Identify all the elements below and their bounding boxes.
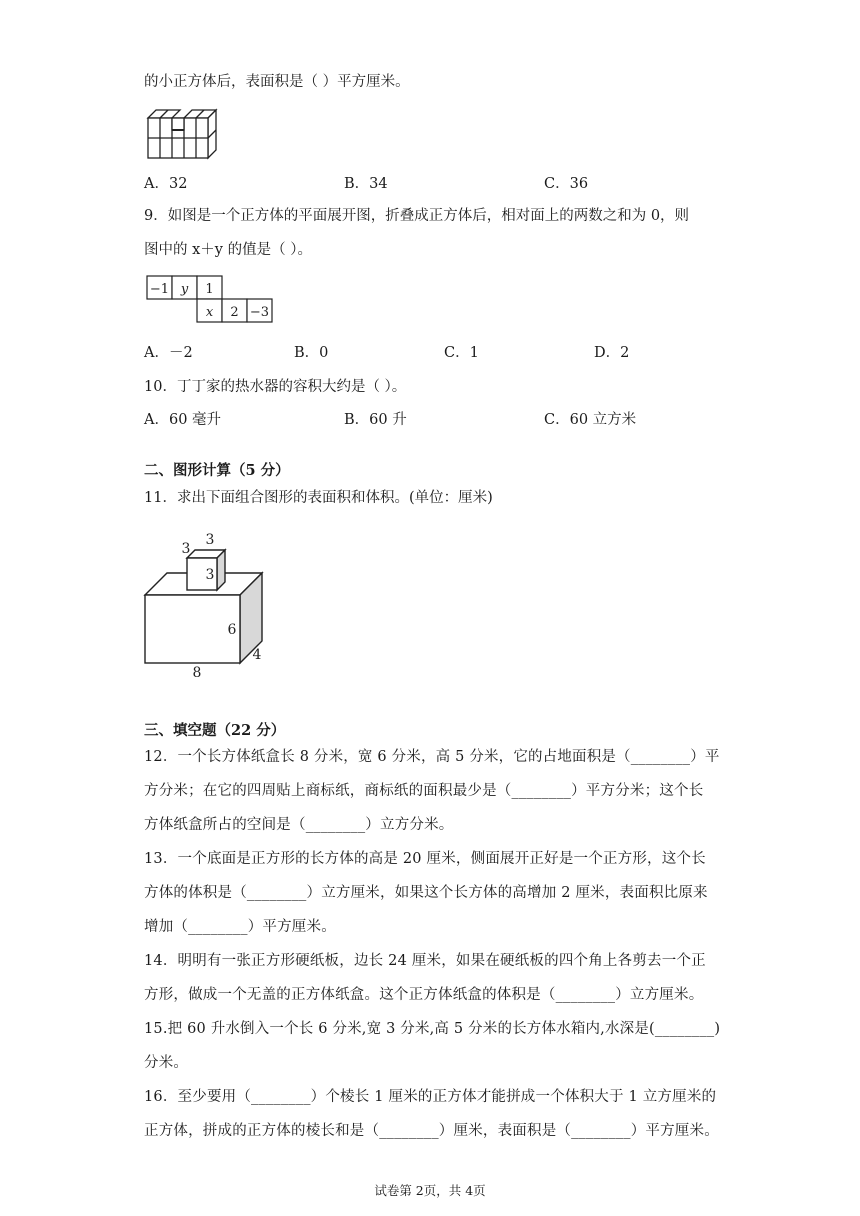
- q9-option-b[interactable]: B．0: [294, 345, 329, 361]
- q14-line1: 14．明明有一张正方形硬纸板，边长 24 厘米，如果在硬纸板的四个角上各剪去一个正: [144, 953, 706, 969]
- q14-line2: 方形，做成一个无盖的正方体纸盒。这个正方体纸盒的体积是（________）立方厘米。: [144, 987, 704, 1003]
- q10-option-a[interactable]: A．60 毫升: [144, 412, 222, 428]
- page-footer: 试卷第 2页，共 4页: [374, 1183, 486, 1198]
- net-cell-2: 2: [230, 305, 239, 320]
- net-cell-neg1: −1: [149, 282, 170, 297]
- q9-option-c[interactable]: C．1: [444, 345, 479, 361]
- q10-option-c[interactable]: C．60 立方米: [544, 412, 637, 428]
- q9-text-line2: 图中的 x＋y 的值是（ ）。: [144, 242, 312, 258]
- q8-option-c[interactable]: C．36: [544, 176, 589, 192]
- label-small-depth: 3: [181, 541, 191, 557]
- label-big-width: 8: [192, 665, 202, 681]
- q12-line1: 12．一个长方体纸盒长 8 分米，宽 6 分米，高 5 分米，它的占地面积是（________）平: [144, 749, 720, 765]
- label-big-height: 6: [227, 622, 237, 638]
- section-3-title: 三、填空题（22 分）: [144, 722, 286, 739]
- q13-line2: 方体的体积是（________）立方厘米，如果这个长方体的高增加 2 厘米，表面积比原来: [144, 885, 708, 901]
- q11-composite-figure: [140, 528, 280, 681]
- q12-line2: 方分米；在它的四周贴上商标纸，商标纸的面积最少是（________）平方分米；这个长: [144, 783, 704, 799]
- q15-line1: 15.把 60 升水倒入一个长 6 分米,宽 3 分米,高 5 分米的长方体水箱内,水深是(________): [144, 1021, 721, 1037]
- q8-option-b[interactable]: B．34: [344, 176, 388, 192]
- net-cell-neg3: −3: [249, 305, 270, 320]
- q15-line2: 分米。: [144, 1055, 189, 1071]
- q9-cube-net: [146, 275, 276, 330]
- q13-line1: 13．一个底面是正方形的长方体的高是 20 厘米，侧面展开正好是一个正方形，这个长: [144, 851, 706, 867]
- q9-option-a[interactable]: A．－2: [144, 345, 193, 361]
- q13-line3: 增加（________）平方厘米。: [144, 919, 336, 935]
- q8-option-a[interactable]: A．32: [144, 176, 188, 192]
- label-small-height: 3: [205, 567, 215, 583]
- q9-option-d[interactable]: D．2: [594, 345, 630, 361]
- q10-text: 10．丁丁家的热水器的容积大约是（ ）。: [144, 379, 407, 395]
- q8-cube-figure: [144, 102, 224, 162]
- label-small-width: 3: [205, 532, 215, 548]
- q9-text-line1: 9．如图是一个正方体的平面展开图，折叠成正方体后，相对面上的两数之和为 0，则: [144, 208, 690, 224]
- net-cell-x: x: [205, 305, 214, 320]
- q16-line2: 正方体，拼成的正方体的棱长和是（________）厘米，表面积是（________）平方厘米。: [144, 1123, 719, 1139]
- net-cell-1: 1: [205, 282, 214, 297]
- q10-option-b[interactable]: B．60 升: [344, 412, 407, 428]
- section-2-title: 二、图形计算（5 分）: [144, 462, 290, 479]
- label-big-depth: 4: [252, 647, 262, 663]
- q11-text: 11．求出下面组合图形的表面积和体积。(单位：厘米): [144, 490, 493, 506]
- net-cell-y: y: [180, 282, 189, 297]
- q16-line1: 16．至少要用（________）个棱长 1 厘米的正方体才能拼成一个体积大于 1 立方厘米的: [144, 1089, 717, 1105]
- q8-text: 的小正方体后，表面积是（ ）平方厘米。: [144, 74, 410, 90]
- q12-line3: 方体纸盒所占的空间是（________）立方分米。: [144, 817, 454, 833]
